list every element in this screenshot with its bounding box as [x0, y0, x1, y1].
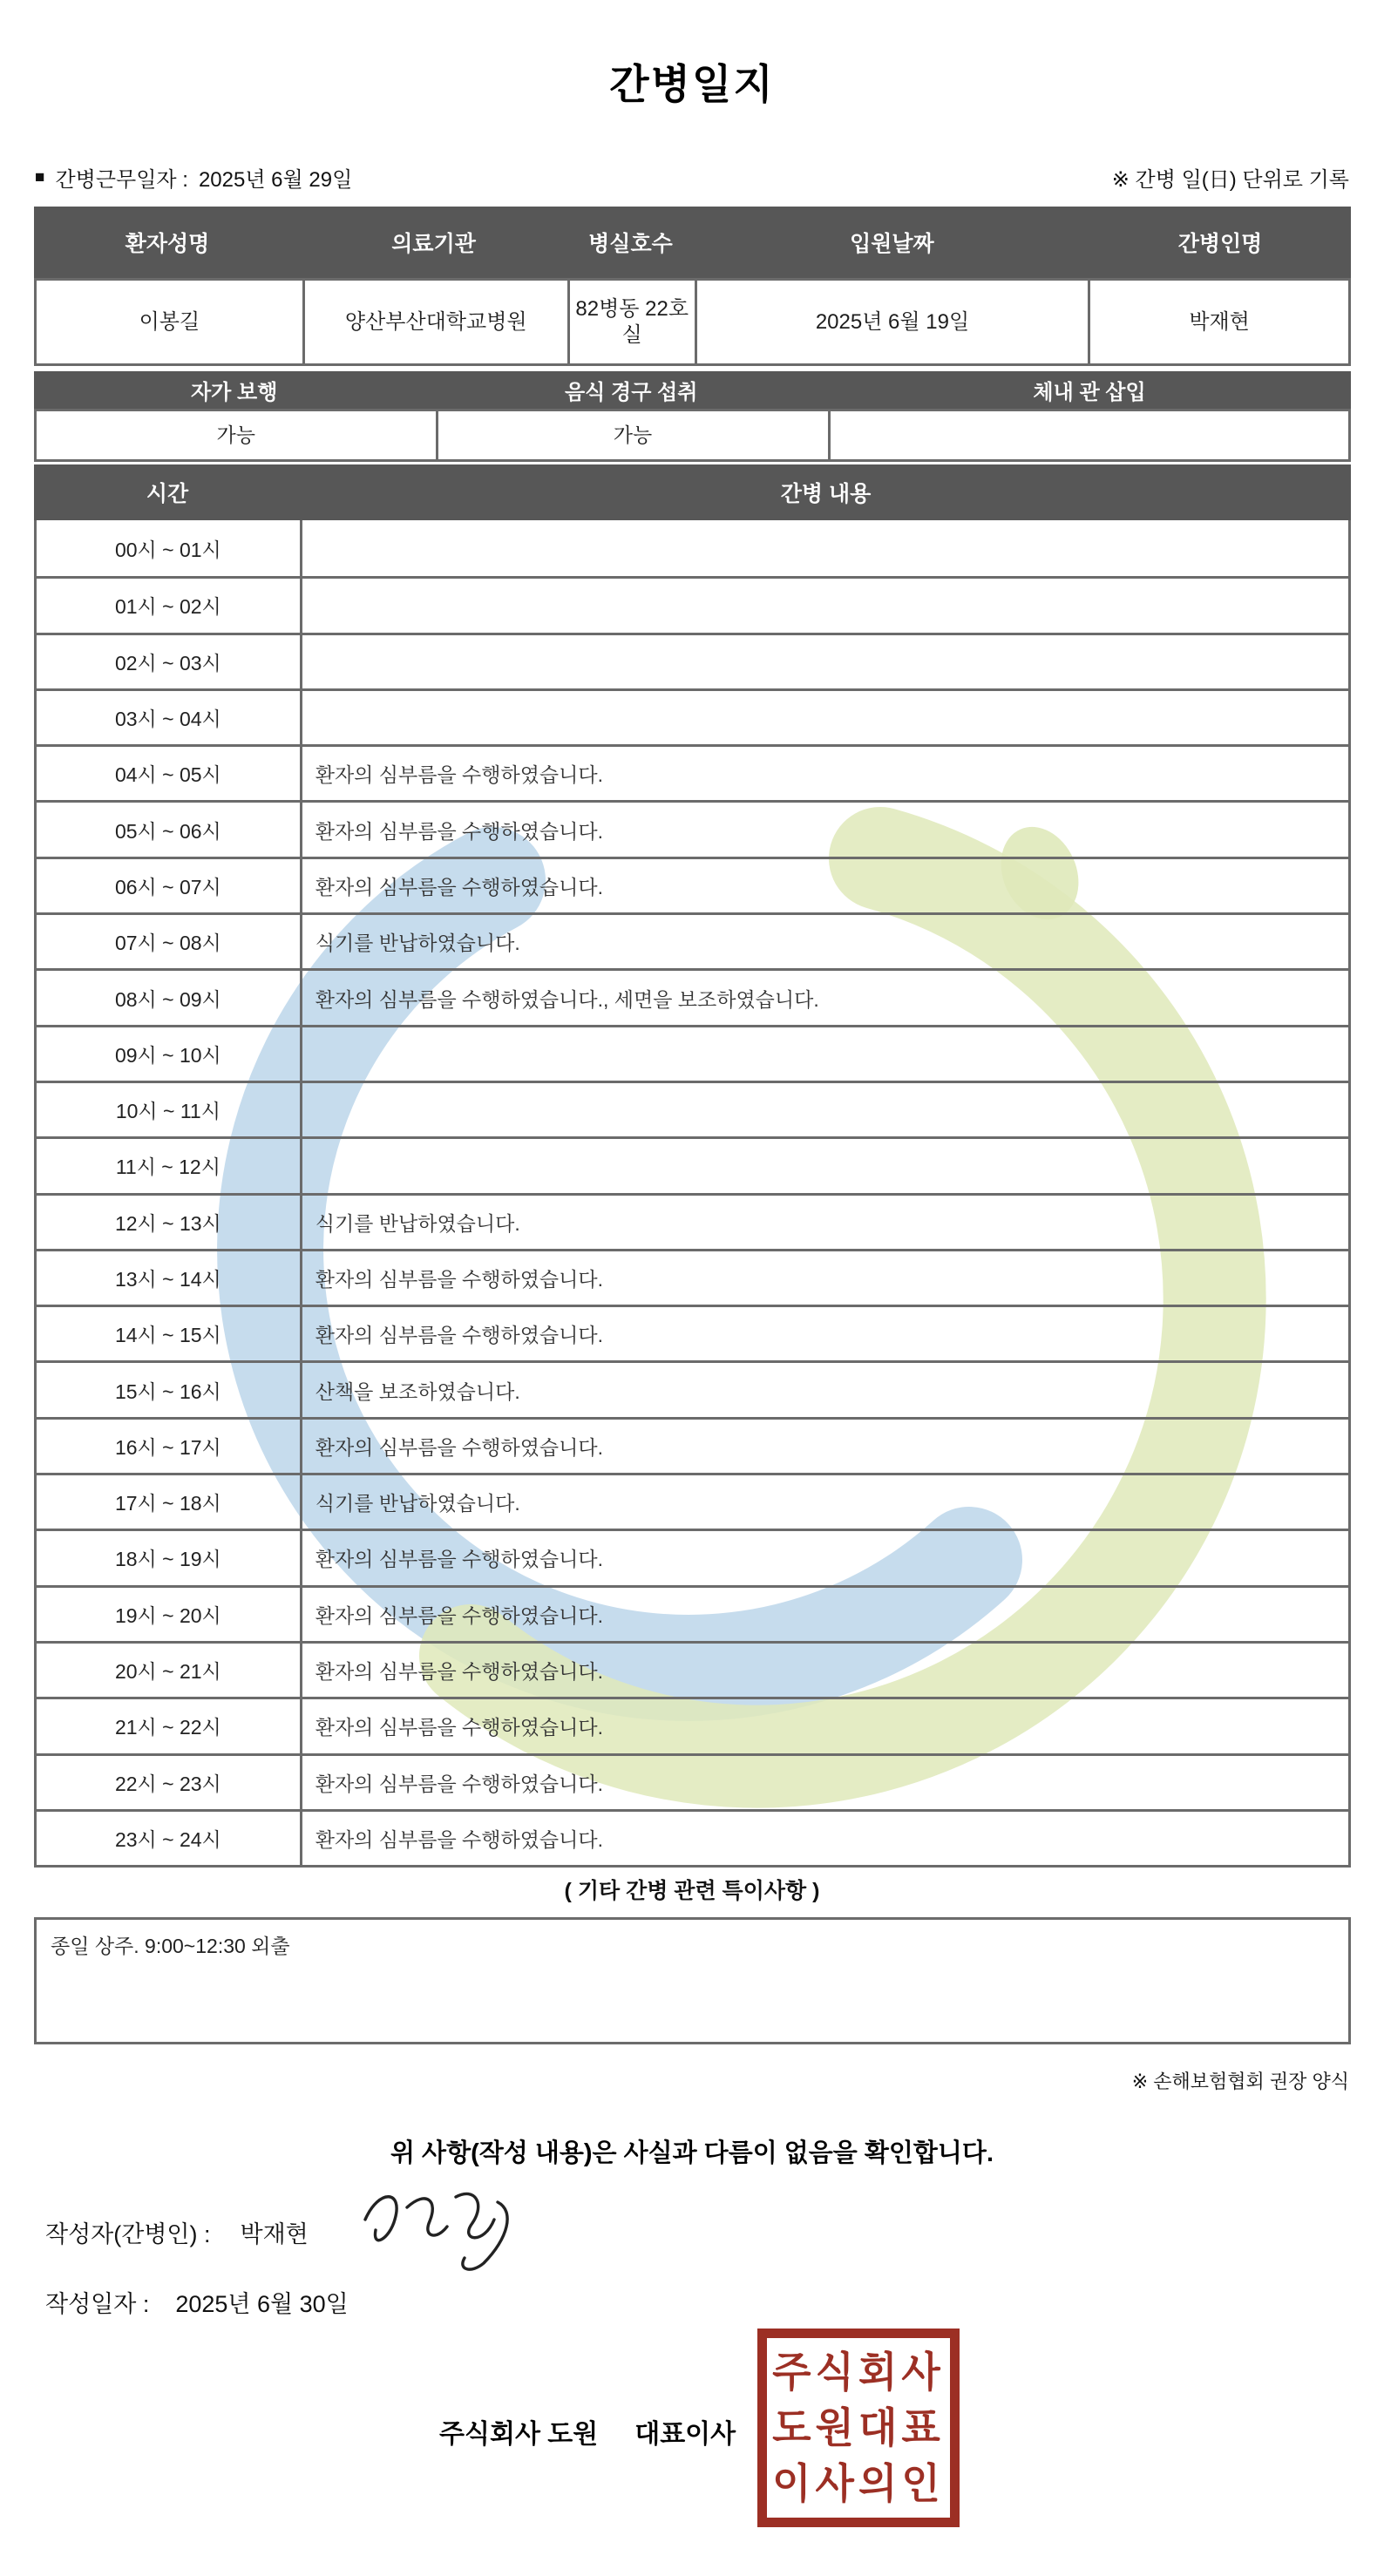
care-row [37, 968, 1348, 1024]
work-date-line [35, 162, 352, 193]
care-row [37, 688, 1348, 744]
seal-text-line: 이사의인 [772, 2459, 945, 2508]
care-row [37, 1193, 1348, 1249]
care-content-cell [302, 635, 1348, 688]
written-date-label: 작성일자 : [45, 2291, 150, 2317]
care-time-cell: 23시 ~ 24시 [37, 1812, 302, 1865]
care-row [37, 1473, 1348, 1529]
care-time-cell: 08시 ~ 09시 [37, 971, 302, 1024]
care-row [37, 857, 1348, 912]
work-date-value: 2025년 6월 29일 [198, 167, 353, 192]
care-table-body [34, 520, 1351, 1868]
status-value-cell [828, 411, 1348, 459]
care-row [37, 1360, 1348, 1416]
corporate-seal [757, 2329, 960, 2527]
care-row [37, 1081, 1348, 1136]
unit-note: ※ 간병 일(日) 단위로 기록 [1111, 167, 1349, 192]
seal-text-line: 도원대표 [772, 2403, 945, 2452]
patient-header-cell: 입원날짜 [850, 232, 934, 256]
patient-value-cell: 양산부산대학교병원 [302, 281, 567, 363]
care-content-cell [302, 1083, 1348, 1136]
notes-section-title: ( 기타 간병 관련 특이사항 ) [564, 1879, 820, 1903]
patient-value-cell: 박재현 [1088, 281, 1348, 363]
care-content-cell: 환자의 심부름을 수행하였습니다. [315, 819, 603, 843]
care-time-cell: 07시 ~ 08시 [37, 915, 302, 968]
seal-text-line: 주식회사 [772, 2348, 945, 2396]
writer-label: 작성자(간병인) : [45, 2221, 211, 2247]
care-row [37, 1753, 1348, 1809]
care-content-cell: 환자의 심부름을 수행하였습니다. [315, 875, 603, 898]
care-row [37, 576, 1348, 632]
work-date-label: 간병근무일자 : [55, 167, 188, 192]
notes-content: 종일 상주. 9:00~12:30 외출 [51, 1935, 290, 1957]
care-row [37, 520, 1348, 576]
care-content-cell: 환자의 심부름을 수행하였습니다. [315, 1827, 603, 1851]
patient-value-cell: 이봉길 [139, 309, 200, 334]
care-time-cell: 02시 ~ 03시 [37, 635, 302, 688]
content-column-header: 간병 내용 [780, 482, 872, 506]
care-time-cell: 12시 ~ 13시 [37, 1196, 302, 1249]
care-content-cell [302, 579, 1348, 632]
care-time-cell: 16시 ~ 17시 [37, 1420, 302, 1473]
recommended-form-note: ※ 손해보험협회 권장 양식 [1131, 2071, 1349, 2092]
care-time-cell: 00시 ~ 01시 [37, 520, 302, 576]
care-row [37, 633, 1348, 688]
care-time-cell: 03시 ~ 04시 [37, 691, 302, 744]
care-table-header [34, 464, 1351, 520]
confirmation-statement: 위 사항(작성 내용)은 사실과 다름이 없음을 확인합니다. [390, 2139, 994, 2167]
care-content-cell [302, 520, 1348, 576]
care-time-cell: 06시 ~ 07시 [37, 859, 302, 912]
care-time-cell: 01시 ~ 02시 [37, 579, 302, 632]
care-row [37, 1585, 1348, 1641]
meta-row [35, 162, 1349, 192]
status-value-cell: 가능 [216, 424, 255, 447]
care-time-cell: 17시 ~ 18시 [37, 1475, 302, 1529]
care-content-cell: 산책을 보조하였습니다. [315, 1380, 520, 1403]
care-content-cell [302, 1139, 1348, 1192]
care-row [37, 744, 1348, 800]
care-row [37, 1641, 1348, 1697]
notes-box [34, 1917, 1351, 2044]
care-content-cell: 환자의 심부름을 수행하였습니다. [315, 1548, 603, 1571]
writer-name: 박재현 [240, 2221, 309, 2247]
care-time-cell: 18시 ~ 19시 [37, 1531, 302, 1584]
care-content-cell [302, 691, 1348, 744]
patient-table-row [34, 278, 1351, 366]
care-row [37, 1529, 1348, 1584]
status-table-row [34, 409, 1351, 462]
care-content-cell: 환자의 심부름을 수행하였습니다., 세면을 보조하였습니다. [315, 987, 819, 1011]
care-content-cell [302, 1027, 1348, 1081]
care-row [37, 1136, 1348, 1192]
care-row [37, 1697, 1348, 1752]
care-time-cell: 21시 ~ 22시 [37, 1699, 302, 1752]
status-header-cell: 음식 경구 섭취 [565, 381, 698, 404]
status-header-cell: 자가 보행 [190, 381, 278, 404]
care-time-cell: 11시 ~ 12시 [37, 1139, 302, 1192]
care-row [37, 1809, 1348, 1865]
care-content-cell: 환자의 심부름을 수행하였습니다. [315, 1268, 603, 1291]
company-line [439, 2412, 736, 2451]
patient-header-cell: 환자성명 [125, 232, 210, 256]
company-name: 주식회사 도원 [439, 2420, 599, 2449]
status-header-cell: 체내 관 삽입 [1033, 381, 1146, 404]
patient-table-header [34, 207, 1351, 278]
patient-value-cell: 82병동 22호실 [567, 281, 695, 363]
care-row [37, 912, 1348, 968]
care-row [37, 800, 1348, 856]
care-row [37, 1417, 1348, 1473]
care-time-cell: 10시 ~ 11시 [37, 1083, 302, 1136]
time-column-header: 시간 [146, 482, 189, 506]
care-row [37, 1249, 1348, 1305]
care-row [37, 1305, 1348, 1360]
care-time-cell: 20시 ~ 21시 [37, 1644, 302, 1697]
patient-header-cell: 의료기관 [391, 232, 476, 256]
square-bullet-icon: ■ [35, 167, 45, 186]
care-time-cell: 19시 ~ 20시 [37, 1588, 302, 1641]
care-content-cell: 식기를 반납하였습니다. [315, 1492, 520, 1515]
care-content-cell: 환자의 심부름을 수행하였습니다. [315, 1716, 603, 1739]
care-time-cell: 15시 ~ 16시 [37, 1363, 302, 1416]
care-row [37, 1025, 1348, 1081]
writer-signature-scribble [353, 2183, 527, 2288]
care-content-cell: 환자의 심부름을 수행하였습니다. [315, 1603, 603, 1627]
page-title: 간병일지 [609, 61, 775, 107]
care-content-cell: 식기를 반납하였습니다. [315, 1211, 520, 1235]
care-content-cell: 환자의 심부름을 수행하였습니다. [315, 1435, 603, 1459]
care-content-cell: 환자의 심부름을 수행하였습니다. [315, 1660, 603, 1684]
patient-value-cell: 2025년 6월 19일 [695, 281, 1089, 363]
care-time-cell: 13시 ~ 14시 [37, 1251, 302, 1305]
care-content-cell: 식기를 반납하였습니다. [315, 932, 520, 955]
care-time-cell: 05시 ~ 06시 [37, 803, 302, 856]
care-time-cell: 09시 ~ 10시 [37, 1027, 302, 1081]
patient-header-cell: 간병인명 [1177, 232, 1263, 256]
ceo-title: 대표이사 [634, 2420, 736, 2449]
care-content-cell: 환자의 심부름을 수행하였습니다. [315, 1772, 603, 1795]
status-table-header [34, 371, 1351, 409]
care-time-cell: 14시 ~ 15시 [37, 1307, 302, 1360]
writer-line [45, 2215, 309, 2249]
status-value-cell: 가능 [436, 411, 828, 459]
care-time-cell: 22시 ~ 23시 [37, 1756, 302, 1809]
care-time-cell: 04시 ~ 05시 [37, 747, 302, 800]
written-date-line [45, 2285, 349, 2319]
care-content-cell: 환자의 심부름을 수행하였습니다. [315, 1324, 603, 1347]
care-content-cell: 환자의 심부름을 수행하였습니다. [315, 763, 603, 787]
written-date-value: 2025년 6월 30일 [175, 2291, 349, 2317]
patient-header-cell: 병실호수 [588, 232, 673, 256]
